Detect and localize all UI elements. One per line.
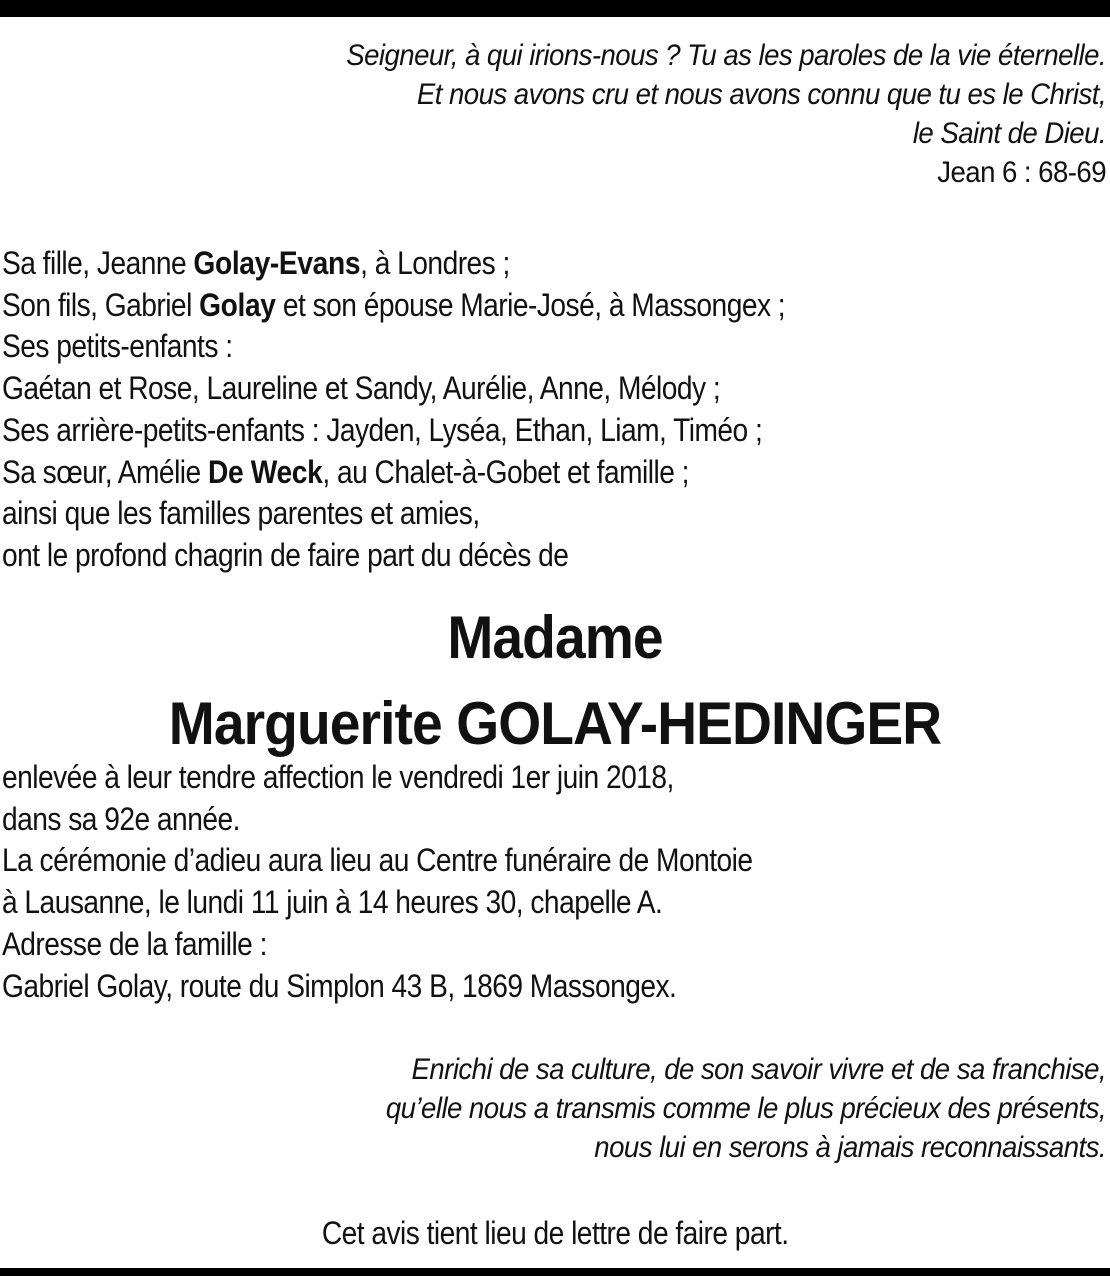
- deceased-name: Marguerite GOLAY-HEDINGER: [168, 690, 942, 757]
- epigraph: [20, 36, 1106, 192]
- family-son: Son fils, Gabriel Golay et son épouse Marie-José, à Massongex ;: [2, 286, 786, 323]
- closing-text: Cet avis tient lieu de lettre de faire part.: [321, 1215, 789, 1251]
- family-relatives: ainsi que les familles parentes et amies,: [2, 495, 480, 532]
- family-great-grandchildren: Ses arrière-petits-enfants : Jayden, Lyséa, Ethan, Liam, Timéo ;: [2, 411, 763, 448]
- family-daughter: Sa fille, Jeanne Golay-Evans, à Londres ;: [2, 245, 510, 281]
- family-list: [2, 243, 785, 577]
- closing-note: [0, 1213, 1110, 1253]
- family-grandchildren: Gaétan et Rose, Laureline et Sandy, Aurélie, Anne, Mélody ;: [2, 370, 721, 407]
- surname: De Weck: [207, 453, 323, 490]
- announcement-text: ont le profond chagrin de faire part du décès de: [2, 536, 569, 573]
- top-border-rule: [0, 0, 1110, 17]
- surname: Golay: [199, 286, 276, 323]
- details-line: Gabriel Golay, route du Simplon 43 B, 1869 Massongex.: [2, 967, 677, 1004]
- tribute-line: nous lui en serons à jamais reconnaissants.: [594, 1131, 1106, 1164]
- deceased-name-heading: [0, 595, 1110, 767]
- deceased-title: Madame: [447, 604, 663, 671]
- epigraph-line: Et nous avons cru et nous avons connu que tu es le Christ,: [416, 78, 1106, 111]
- surname: Golay-Evans: [193, 245, 361, 281]
- tribute-line: qu’elle nous a transmis comme le plus précieux des présents,: [385, 1092, 1106, 1125]
- family-grandchildren-label: Ses petits-enfants :: [2, 328, 233, 365]
- epigraph-line: le Saint de Dieu.: [912, 117, 1106, 150]
- details-line: à Lausanne, le lundi 11 juin à 14 heures 30, chapelle A.: [2, 884, 663, 921]
- details-line: La cérémonie d’adieu aura lieu au Centre funéraire de Montoie: [2, 842, 753, 879]
- tribute-line: Enrichi de sa culture, de son savoir vivre et de sa franchise,: [411, 1053, 1106, 1086]
- details-line: Adresse de la famille :: [2, 925, 267, 962]
- details-line: dans sa 92e année.: [2, 800, 240, 837]
- details-line: enlevée à leur tendre affection le vendredi 1er juin 2018,: [2, 759, 674, 795]
- family-sister: Sa sœur, Amélie De Weck, au Chalet-à-Gobet et famille ;: [2, 453, 689, 490]
- tribute: [20, 1050, 1106, 1167]
- epigraph-line: Seigneur, à qui irions-nous ? Tu as les paroles de la vie éternelle.: [346, 39, 1106, 72]
- ceremony-details: [2, 757, 753, 1007]
- epigraph-reference: Jean 6 : 68-69: [937, 156, 1106, 189]
- bottom-border-rule: [0, 1268, 1110, 1276]
